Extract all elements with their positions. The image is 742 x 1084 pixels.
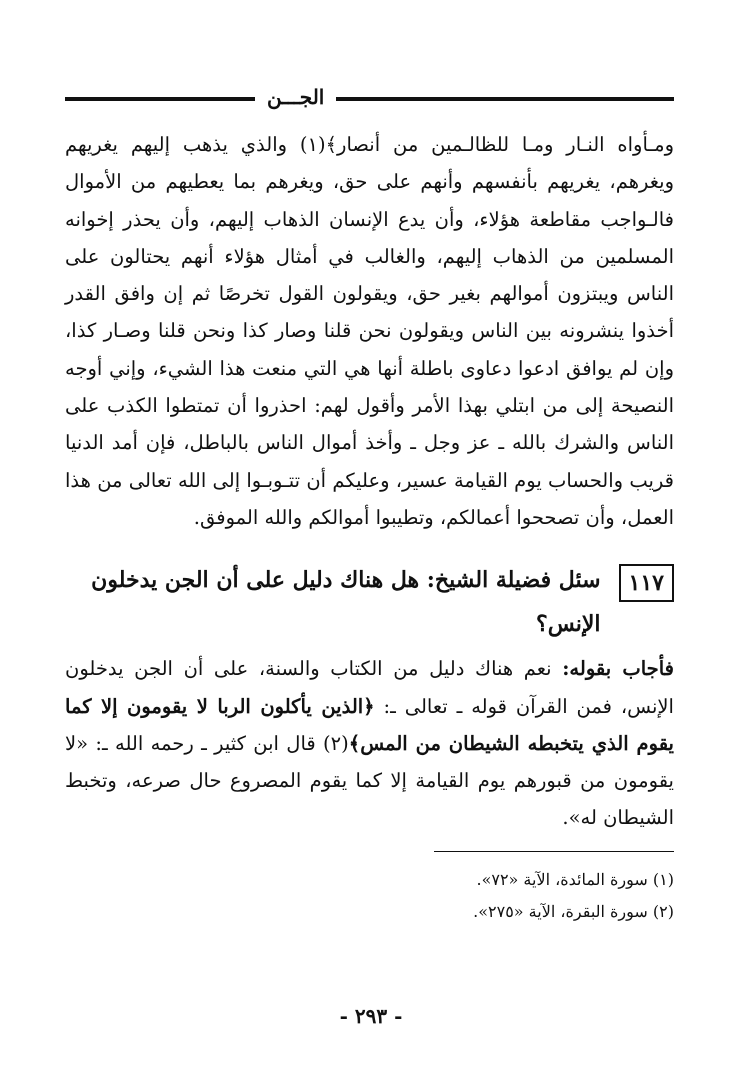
header-rule-short [91,97,131,101]
question-text: سئل فضيلة الشيخ: هل هناك دليل على أن الجن يدخلون الإنس؟ [91,567,601,638]
footnotes [65,864,674,928]
header-title: الجـــن [255,82,336,112]
footnote: (١) سورة المائدة، الآية «٧٢». [476,869,674,889]
question-block [65,558,674,646]
header-rule [65,97,674,101]
answer-part-1: نعم هناك دليل من الكتاب والسنة، على أن الجن يدخلون الإنس، فمن القرآن قوله ـ تعالى ـ: [65,657,674,718]
running-header [65,80,674,114]
answer-lead: فأجاب بقوله: [562,657,674,681]
footnote: (٢) سورة البقرة، الآية «٢٧٥». [473,901,674,921]
question-number: ١١٧ [619,564,674,602]
answer-paragraph [65,650,674,836]
answer-part-2: (٢) قال ابن كثير ـ رحمه الله ـ: «لا يقومون من قبورهم يوم القيامة إلا كما يقوم المصروع حال صرعه، وتخبط الشيطان له». [65,731,674,830]
answer [65,650,674,836]
footnote-rule [434,851,674,852]
body-text [65,126,674,536]
quran-verse: ﴿الذين يأكلون الربا لا يقومون إلا كما يقوم الذي يتخبطه الشيطان من المس﴾ [65,694,674,755]
page-number: - ٢٩٣ - [339,1004,403,1028]
paragraph: ومـأواه النـار ومـا للظالـمين من أنصار﴾(١) والذي يذهب إليهم يغريهم ويغرهم، يغريهم بأنفسهم وأنهم على حق، ويغرهم بما يعطيهم من الأموال فالـواجب مقاطعة هؤلاء، وأن يدع الإنسان الذهاب إليهم، وأن يحذر إخوانه المسلمين من الذهاب إليهم، والغالب في أمثال هؤلاء أنهم يحتالون على الناس ويبتزون أموالهم بغير حق، ويقولون القول تخرصًا ثم إن وافق القدر أخذوا ينشرونه بين الناس ويقولون نحن قلنا وصار كذا ونحن قلنا وصـار كذا، وإن لم يوافق ادعوا دعاوى باطلة أنها هي التي منعت هذا الشيء، وإني أوجه النصيحة إلى من ابتلي بهذا الأمر وأقول لهم: احذروا أن تمتطوا الكذب على الناس والشرك بالله ـ عز وجل ـ وأخذ أموال الناس بالباطل، فإن أمد الدنيا قريب والحساب يوم القيامة عسير، وعليكم أن تتـوبـوا إلى الله تعالى من هذا العمل، وأن تصححوا أعمالكم، وتطيبوا أموالكم والله الموفق. [65,133,674,529]
